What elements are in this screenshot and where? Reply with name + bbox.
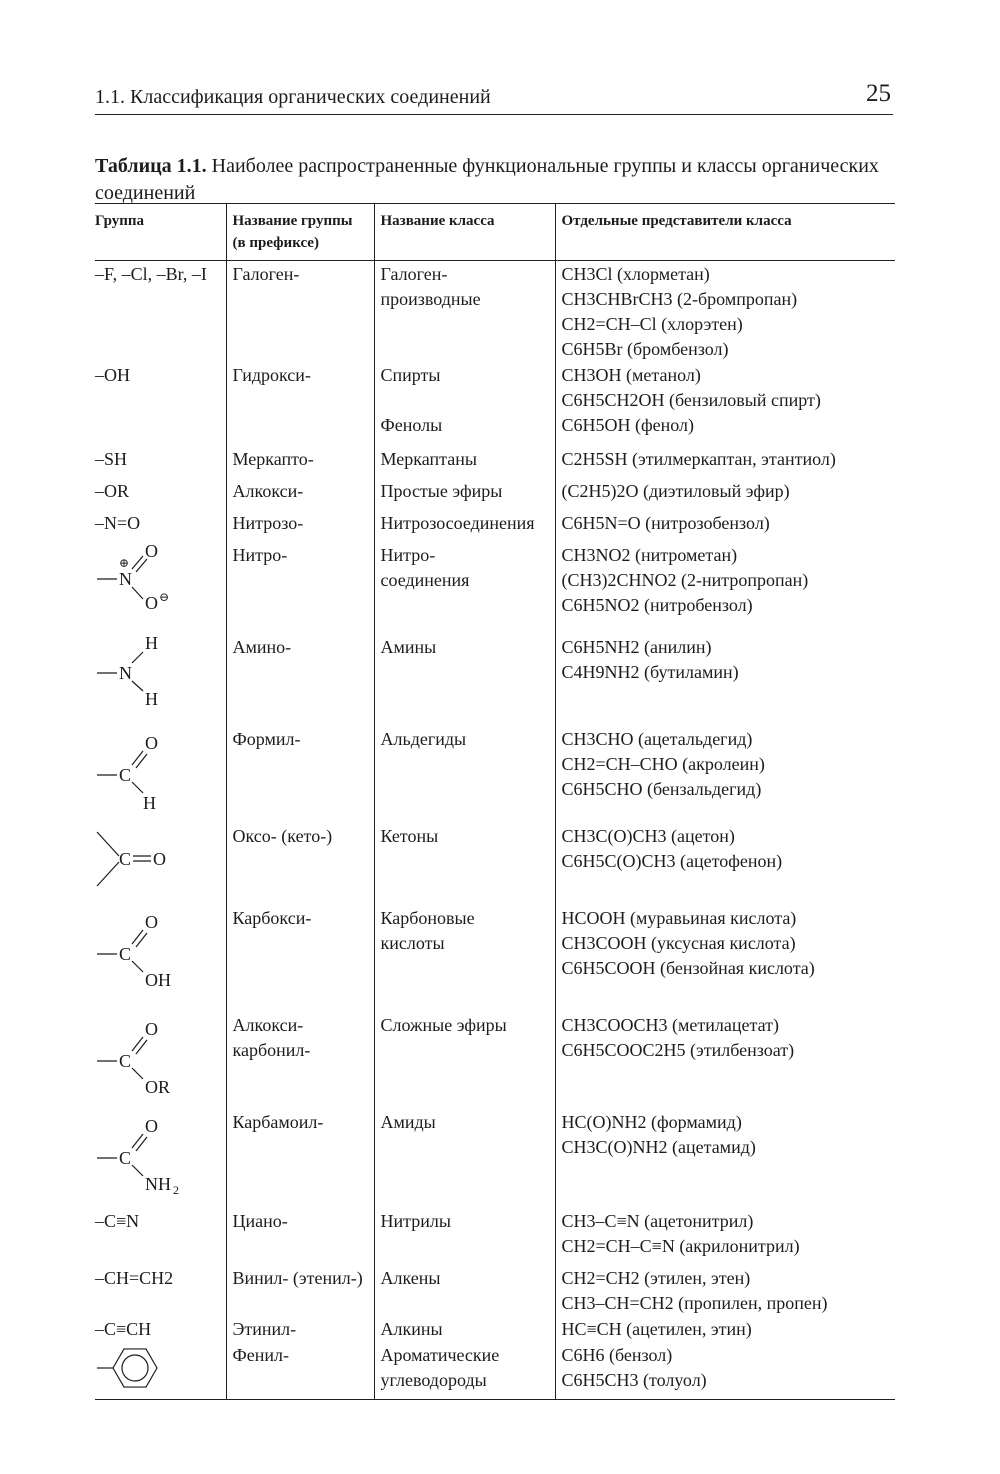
structure-atom-label: O bbox=[145, 543, 158, 561]
structure-atom-label: 2 bbox=[173, 1183, 179, 1197]
representatives-cell bbox=[555, 446, 895, 478]
column-header-representatives: Отдельные представители класса bbox=[555, 204, 895, 261]
prefix-cell bbox=[226, 478, 374, 510]
class-name: Альдегиды bbox=[380, 729, 467, 749]
structure-atom-label: C bbox=[119, 944, 132, 964]
representative-compound: CH3COOH (уксусная кислота) bbox=[561, 933, 796, 953]
representatives-cell bbox=[555, 634, 895, 726]
representatives-cell bbox=[555, 1012, 895, 1109]
group-prefix-name: Формил- bbox=[232, 729, 301, 749]
prefix-cell bbox=[226, 634, 374, 726]
table-label: Таблица 1.1. bbox=[95, 155, 207, 177]
structure-bond bbox=[132, 961, 143, 972]
structure-bond bbox=[132, 1165, 143, 1176]
table-row bbox=[95, 510, 895, 542]
table-row bbox=[95, 823, 895, 905]
group-cell bbox=[95, 905, 226, 1012]
representative-compound: C6H5NO2 (нитробензол) bbox=[561, 595, 753, 615]
representative-compound: CH3NO2 (нитрометан) bbox=[561, 545, 738, 565]
group-prefix-name: Гидрокси- bbox=[232, 365, 311, 385]
class-cell bbox=[374, 634, 555, 726]
prefix-cell bbox=[226, 510, 374, 542]
structure-bond bbox=[132, 587, 143, 599]
carboxy-group-structure bbox=[95, 906, 205, 1006]
table-row bbox=[95, 478, 895, 510]
class-name: Нитрилы bbox=[380, 1211, 451, 1231]
representatives-cell bbox=[555, 726, 895, 823]
prefix-cell bbox=[226, 726, 374, 823]
representatives-cell bbox=[555, 478, 895, 510]
representative-compound: C6H5N=O (нитрозобензол) bbox=[561, 513, 770, 533]
representative-compound: C6H5NH2 (анилин) bbox=[561, 637, 712, 657]
nitro-group-structure bbox=[95, 543, 205, 628]
prefix-cell bbox=[226, 1316, 374, 1342]
formyl-group-structure bbox=[95, 727, 205, 817]
structure-atom-label: H bbox=[145, 689, 158, 709]
class-cell bbox=[374, 726, 555, 823]
table-row bbox=[95, 1208, 895, 1265]
structure-bond bbox=[132, 556, 143, 569]
structure-atom-label: O bbox=[145, 1019, 158, 1039]
class-cell bbox=[374, 1342, 555, 1400]
table-row bbox=[95, 905, 895, 1012]
group-cell bbox=[95, 261, 226, 363]
representatives-cell bbox=[555, 542, 895, 634]
group-cell bbox=[95, 726, 226, 823]
group-cell bbox=[95, 1109, 226, 1208]
functional-groups-table bbox=[95, 203, 895, 1400]
class-name: Простые эфиры bbox=[380, 481, 503, 501]
group-prefix-name: Оксо- (кето-) bbox=[232, 826, 333, 846]
representative-compound: C6H5COOC2H5 (этилбензоат) bbox=[561, 1040, 795, 1060]
class-cell bbox=[374, 1208, 555, 1265]
group-prefix-name: Циано- bbox=[232, 1211, 288, 1231]
class-name bbox=[381, 388, 549, 413]
carbamoyl-group-structure bbox=[95, 1110, 205, 1202]
prefix-cell bbox=[226, 1012, 374, 1109]
structure-atom-label: C bbox=[119, 765, 132, 785]
group-prefix-name: Галоген- bbox=[232, 264, 300, 284]
class-name: кислоты bbox=[380, 933, 445, 953]
group-prefix-name: Меркапто- bbox=[232, 449, 314, 469]
structure-bond bbox=[132, 681, 143, 691]
group-cell bbox=[95, 823, 226, 905]
prefix-cell bbox=[226, 362, 374, 446]
class-cell bbox=[374, 362, 555, 446]
representative-compound: C4H9NH2 (бутиламин) bbox=[561, 662, 739, 682]
class-name: Алкины bbox=[380, 1319, 443, 1339]
representative-compound: C6H5OH (фенол) bbox=[561, 415, 695, 435]
class-name: Амины bbox=[380, 637, 437, 657]
representative-compound: HC(O)NH2 (формамид) bbox=[561, 1112, 742, 1132]
structure-atom-label: C bbox=[119, 1051, 132, 1071]
class-name: Карбоновые bbox=[380, 908, 475, 928]
class-cell bbox=[374, 905, 555, 1012]
representative-compound: CH3C(O)NH2 (ацетамид) bbox=[561, 1137, 756, 1157]
representative-compound: C6H5COOH (бензойная кислота) bbox=[561, 958, 815, 978]
representatives-cell bbox=[555, 905, 895, 1012]
class-name: углеводороды bbox=[380, 1370, 487, 1390]
representative-compound: C6H5Br (бромбензол) bbox=[561, 339, 729, 359]
structure-atom-label: O bbox=[145, 1116, 158, 1136]
structure-bond bbox=[132, 1134, 143, 1148]
representative-compound: (C2H5)2O (диэтиловый эфир) bbox=[561, 481, 790, 501]
representatives-cell bbox=[555, 1208, 895, 1265]
page-number: 25 bbox=[866, 80, 891, 107]
structure-bond bbox=[97, 862, 119, 886]
representatives-cell bbox=[555, 1316, 895, 1342]
class-cell bbox=[374, 1012, 555, 1109]
class-name: Нитрозосоединения bbox=[380, 513, 535, 533]
representative-compound: CH3OH (метанол) bbox=[561, 365, 701, 385]
group-cell bbox=[95, 510, 226, 542]
representatives-cell bbox=[555, 362, 895, 446]
structure-atom-label: N bbox=[119, 663, 132, 683]
representative-compound: CH3CHBrCH3 (2-бромпропан) bbox=[561, 289, 798, 309]
group-prefix-name: Фенил- bbox=[232, 1345, 289, 1365]
class-name: соединения bbox=[380, 570, 470, 590]
oxo-group-structure bbox=[95, 824, 205, 899]
class-name: Спирты bbox=[380, 365, 441, 385]
structure-atom-label: H bbox=[145, 635, 158, 653]
table-row bbox=[95, 1265, 895, 1316]
group-prefix-name: Алкокси- bbox=[232, 481, 304, 501]
class-name: Сложные эфиры bbox=[380, 1015, 507, 1035]
group-prefix-name: Этинил- bbox=[232, 1319, 297, 1339]
structure-atom-label: O bbox=[145, 912, 158, 932]
group-cell bbox=[95, 1012, 226, 1109]
table-row bbox=[95, 446, 895, 478]
structure-bond bbox=[136, 1040, 147, 1054]
group-prefix-name: Алкокси- карбонил- bbox=[232, 1015, 311, 1060]
class-name: Алкены bbox=[380, 1268, 441, 1288]
structure-atom-label: ⊕ bbox=[119, 556, 130, 570]
group-cell bbox=[95, 542, 226, 634]
table-row bbox=[95, 1012, 895, 1109]
group-cell bbox=[95, 362, 226, 446]
group-formula: –OR bbox=[95, 481, 130, 501]
group-formula: –F, –Cl, –Br, –I bbox=[95, 264, 207, 284]
structure-bond bbox=[132, 652, 143, 663]
representatives-cell bbox=[555, 1109, 895, 1208]
table-row bbox=[95, 1316, 895, 1342]
group-formula: –OH bbox=[95, 365, 130, 385]
structure-atom-label: NH bbox=[145, 1174, 171, 1194]
group-prefix-name: Карбамоил- bbox=[232, 1112, 324, 1132]
class-name: Ароматические bbox=[380, 1345, 500, 1365]
column-header-class: Название класса bbox=[374, 204, 555, 261]
table-row bbox=[95, 1342, 895, 1400]
structure-atom-label: C bbox=[119, 849, 132, 869]
class-cell bbox=[374, 510, 555, 542]
group-cell bbox=[95, 634, 226, 726]
structure-atom-label: OH bbox=[145, 970, 171, 990]
class-name: Амиды bbox=[380, 1112, 436, 1132]
class-name: Кетоны bbox=[380, 826, 439, 846]
prefix-cell bbox=[226, 1109, 374, 1208]
group-formula: –SH bbox=[95, 449, 128, 469]
table-row bbox=[95, 634, 895, 726]
class-cell bbox=[374, 446, 555, 478]
section-title: 1.1. Классификация органических соединений bbox=[95, 86, 491, 108]
representatives-cell bbox=[555, 823, 895, 905]
group-prefix-name: Винил- (этенил-) bbox=[232, 1268, 363, 1288]
representative-compound: CH3Cl (хлорметан) bbox=[561, 264, 710, 284]
structure-bond bbox=[136, 933, 147, 947]
representative-compound: C6H5CHO (бензальдегид) bbox=[561, 779, 762, 799]
representative-compound: CH3–CH=CH2 (пропилен, пропен) bbox=[561, 1293, 828, 1313]
representative-compound: HC≡CH (ацетилен, этин) bbox=[561, 1319, 752, 1339]
representatives-cell bbox=[555, 1265, 895, 1316]
representatives-cell bbox=[555, 1342, 895, 1400]
structure-atom-label: C bbox=[119, 1148, 132, 1168]
representative-compound: CH2=CH2 (этилен, этен) bbox=[561, 1268, 751, 1288]
group-formula: –N=O bbox=[95, 513, 141, 533]
class-cell bbox=[374, 1265, 555, 1316]
group-prefix-name: Амино- bbox=[232, 637, 292, 657]
representatives-cell bbox=[555, 510, 895, 542]
group-cell bbox=[95, 478, 226, 510]
structure-atom-label: ⊖ bbox=[159, 590, 170, 604]
column-header-prefix: Название группы (в префиксе) bbox=[226, 204, 374, 261]
representative-compound: C2H5SH (этилмеркаптан, этантиол) bbox=[561, 449, 836, 469]
table-row bbox=[95, 261, 895, 363]
table-row bbox=[95, 726, 895, 823]
class-name: Галоген- bbox=[380, 264, 448, 284]
representative-compound: (CH3)2CHNO2 (2-нитропропан) bbox=[561, 570, 809, 590]
class-name: Нитро- bbox=[380, 545, 436, 565]
group-cell bbox=[95, 446, 226, 478]
table-row bbox=[95, 542, 895, 634]
class-name: Меркаптаны bbox=[380, 449, 477, 469]
representative-compound: C6H5C(O)CH3 (ацетофенон) bbox=[561, 851, 783, 871]
representative-compound: C6H5CH2OH (бензиловый спирт) bbox=[561, 390, 821, 410]
structure-bond bbox=[97, 832, 119, 856]
structure-bond bbox=[132, 1068, 143, 1079]
group-prefix-name: Карбокси- bbox=[232, 908, 312, 928]
group-formula: –C≡CH bbox=[95, 1319, 152, 1339]
alkoxycarbonyl-group-structure bbox=[95, 1013, 205, 1103]
structure-atom-label: O bbox=[153, 849, 166, 869]
structure-atom-label: H bbox=[143, 793, 156, 813]
group-formula: –C≡N bbox=[95, 1211, 140, 1231]
structure-bond bbox=[136, 754, 147, 768]
group-cell bbox=[95, 1342, 226, 1400]
representative-compound: CH2=CH–C≡N (акрилонитрил) bbox=[561, 1236, 800, 1256]
group-formula: –CH=CH2 bbox=[95, 1268, 174, 1288]
representatives-cell bbox=[555, 261, 895, 363]
running-header bbox=[95, 80, 893, 115]
representative-compound: CH3CHO (ацетальдегид) bbox=[561, 729, 753, 749]
structure-atom-label: O bbox=[145, 593, 158, 613]
structure-atom-label: O bbox=[145, 733, 158, 753]
class-cell bbox=[374, 1109, 555, 1208]
structure-bond bbox=[132, 751, 143, 765]
prefix-cell bbox=[226, 1342, 374, 1400]
representative-compound: C6H5CH3 (толуол) bbox=[561, 1370, 707, 1390]
table-row bbox=[95, 362, 895, 446]
group-cell bbox=[95, 1316, 226, 1342]
class-cell bbox=[374, 542, 555, 634]
column-header-group: Группа bbox=[95, 204, 226, 261]
amino-group-structure bbox=[95, 635, 205, 720]
representative-compound: CH3COOCH3 (метилацетат) bbox=[561, 1015, 779, 1035]
structure-atom-label: N bbox=[119, 569, 132, 589]
table-row bbox=[95, 1109, 895, 1208]
representative-compound: CH2=CH–Cl (хлорэтен) bbox=[561, 314, 743, 334]
class-cell bbox=[374, 1316, 555, 1342]
class-name: Фенолы bbox=[380, 415, 443, 435]
prefix-cell bbox=[226, 542, 374, 634]
structure-atom-label: OR bbox=[145, 1077, 171, 1097]
prefix-cell bbox=[226, 446, 374, 478]
class-cell bbox=[374, 823, 555, 905]
representative-compound: CH3C(O)CH3 (ацетон) bbox=[561, 826, 735, 846]
structure-bond bbox=[136, 1137, 147, 1151]
class-cell bbox=[374, 478, 555, 510]
structure-bond bbox=[132, 782, 143, 793]
structure-bond bbox=[132, 1037, 143, 1051]
group-prefix-name: Нитро- bbox=[232, 545, 288, 565]
prefix-cell bbox=[226, 823, 374, 905]
prefix-cell bbox=[226, 1265, 374, 1316]
group-prefix-name: Нитрозо- bbox=[232, 513, 304, 533]
aromatic-circle bbox=[122, 1355, 148, 1381]
class-name: производные bbox=[380, 289, 481, 309]
prefix-cell bbox=[226, 1208, 374, 1265]
table-caption-text: Наиболее распространенные функциональные группы и классы органических соединений bbox=[95, 155, 879, 204]
phenyl-group-structure bbox=[95, 1343, 205, 1393]
representative-compound: HCOOH (муравьиная кислота) bbox=[561, 908, 797, 928]
structure-bond bbox=[132, 930, 143, 944]
group-cell bbox=[95, 1208, 226, 1265]
representative-compound: C6H6 (бензол) bbox=[561, 1345, 673, 1365]
prefix-cell bbox=[226, 905, 374, 1012]
representative-compound: CH3–C≡N (ацетонитрил) bbox=[561, 1211, 754, 1231]
table-caption bbox=[95, 153, 895, 207]
group-cell bbox=[95, 1265, 226, 1316]
representative-compound: CH2=CH–CHO (акролеин) bbox=[561, 754, 765, 774]
prefix-cell bbox=[226, 261, 374, 363]
class-cell bbox=[374, 261, 555, 363]
